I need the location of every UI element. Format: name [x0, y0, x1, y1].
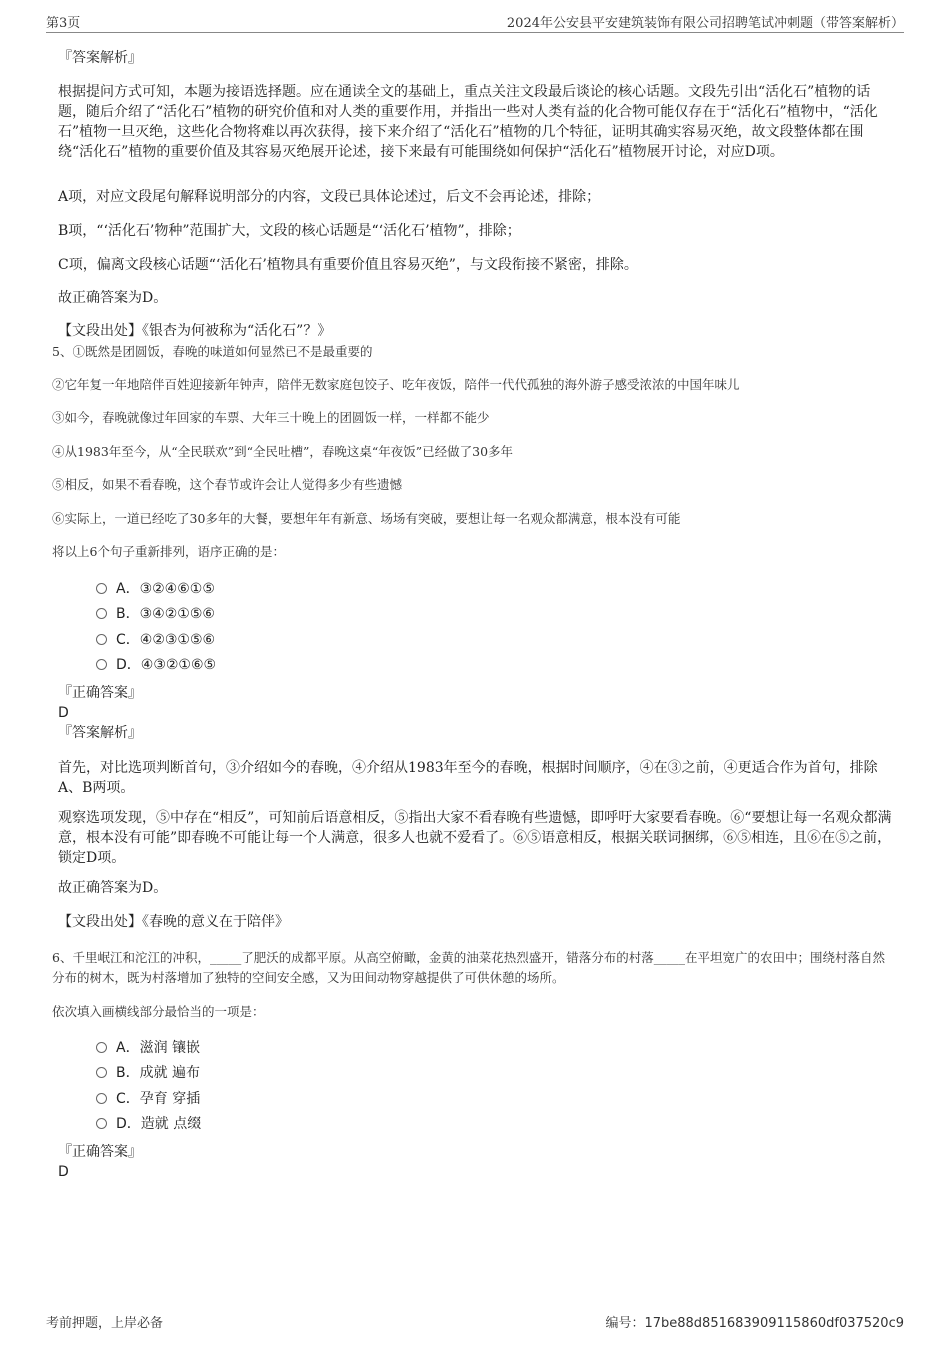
option-text: ④③②①⑥⑤ [140, 657, 217, 673]
page-header [46, 10, 904, 32]
option-text: ④②③①⑤⑥ [139, 632, 216, 648]
q5-answer-heading: 『正确答案』 [58, 685, 142, 701]
q5-answer: D [58, 705, 69, 721]
q5-sentence-3: ③如今，春晚就像过年回家的车票、大年三十晚上的团圆饭一样，一样都不能少 [52, 410, 490, 425]
option-text: ③②④⑥①⑤ [139, 581, 215, 597]
radio-icon[interactable] [96, 1118, 107, 1129]
q5-prompt: 将以上6个句子重新排列，语序正确的是： [52, 544, 285, 559]
radio-icon[interactable] [96, 634, 107, 645]
radio-icon[interactable] [96, 1067, 107, 1078]
radio-icon[interactable] [96, 608, 107, 619]
q6-stem-part-2: 了肥沃的成都平原。从高空俯瞰，金黄的油菜花热烈盛开，错落分布的村落 [241, 950, 654, 965]
q5-sentence-5: ⑤相反，如果不看春晚，这个春节或许会让人觉得多少有些遗憾 [52, 477, 403, 492]
q5-sentence-1: 5、①既然是团圆饭，春晚的味道如何显然已不是最重要的 [52, 344, 373, 359]
option-text: 孕育 穿插 [139, 1091, 201, 1107]
option-key: D． [116, 1116, 141, 1132]
option-key: C． [116, 1091, 140, 1107]
code-label: 编号： [605, 1316, 645, 1331]
page-number: 第3页 [46, 16, 81, 31]
q5-sentence-6: ⑥实际上，一道已经吃了30多年的大餐，要想年年有新意、场场有突破，要想让每一名观众都满意，根本没有可能 [52, 511, 681, 526]
page-footer [46, 1312, 904, 1332]
q6-option-b[interactable] [96, 1063, 200, 1083]
q4-analysis-paragraph-3: B项，“‘活化石’物种”范围扩大，文段的核心话题是“‘活化石’植物”，排除； [58, 223, 521, 239]
q5-sentence-4: ④从1983年至今，从“全民联欢”到“全民吐槽”，春晚这桌“年夜饭”已经做了30多年 [52, 444, 514, 459]
option-text: ③④②①⑤⑥ [139, 606, 215, 622]
q4-analysis-heading: 『答案解析』 [58, 50, 142, 66]
q6-prompt: 依次填入画横线部分最恰当的一项是： [52, 1004, 265, 1019]
q5-analysis-heading: 『答案解析』 [58, 725, 142, 741]
option-key: C． [116, 632, 140, 648]
radio-icon[interactable] [96, 1093, 107, 1104]
q4-analysis-paragraph-4: C项，偏离文段核心话题“‘活化石’植物具有重要价值且容易灭绝”，与文段衔接不紧密，排除。 [58, 257, 638, 273]
q5-source: 【文段出处】《春晚的意义在于陪伴》 [58, 914, 289, 930]
radio-icon[interactable] [96, 1042, 107, 1053]
document-code [605, 1312, 904, 1331]
q6-blank-1: _____ [209, 950, 242, 965]
q5-sentence-2: ②它年复一年地陪伴百姓迎接新年钟声，陪伴无数家庭包饺子、吃年夜饭，陪伴一代代孤独的海外游子感受浓浓的中国年味儿 [52, 377, 740, 392]
q5-option-a[interactable] [96, 579, 215, 599]
q6-stem-part-3: 在平坦宽广的农田中；围绕村落自然分布的树木，既为村落增加了独特的空间安全感，又为田间动物穿越提供了可供休憩的场所。 [52, 950, 885, 985]
option-text: 造就 点缀 [140, 1116, 202, 1132]
footer-slogan: 考前押题，上岸必备 [46, 1316, 164, 1331]
option-text: 滋润 镶嵌 [139, 1040, 201, 1056]
q4-analysis-paragraph-2: A项，对应文段尾句解释说明部分的内容，文段已具体论述过，后文不会再论述，排除； [58, 189, 601, 205]
q5-option-c[interactable] [96, 630, 215, 650]
option-text: 成就 遍布 [139, 1065, 201, 1081]
header-divider [46, 32, 904, 33]
q5-option-d[interactable] [96, 655, 216, 675]
option-key: B． [116, 1065, 140, 1081]
q6-stem-part-1: 6、千里岷江和沱江的冲积， [52, 950, 210, 965]
q6-option-a[interactable] [96, 1038, 200, 1058]
q6-option-c[interactable] [96, 1089, 200, 1109]
document-title: 2024年公安县平安建筑装饰有限公司招聘笔试冲刺题（带答案解析） [506, 16, 904, 31]
q5-analysis-conclusion: 故正确答案为D。 [58, 880, 168, 896]
option-key: D． [116, 657, 141, 673]
q6-answer: D [58, 1164, 69, 1180]
q4-analysis-conclusion: 故正确答案为D。 [58, 290, 168, 306]
q5-option-b[interactable] [96, 604, 215, 624]
radio-icon[interactable] [96, 583, 107, 594]
q5-analysis-paragraph-1: 首先，对比选项判断首句，③介绍如今的春晚，④介绍从1983年至今的春晚，根据时间顺序，④在③之前，④更适合作为首句，排除A、B两项。 [58, 760, 878, 796]
q6-option-d[interactable] [96, 1114, 201, 1134]
radio-icon[interactable] [96, 659, 107, 670]
q5-analysis-paragraph-2: 观察选项发现，⑤中存在“相反”，可知前后语意相反，⑤指出大家不看春晚有些遗憾，即呼吁大家要看春晚。⑥“要想让每一名观众都满意，根本没有可能”即春晚不可能让每一个人满意，很多人也就不爱看了。⑥⑤语意相反，根据关联词捆绑，⑥⑤相连，且⑥在⑤之前，锁定D项。 [58, 810, 892, 866]
option-key: A． [116, 581, 140, 597]
option-key: A． [116, 1040, 140, 1056]
code-value: 17be88d851683909115860df037520c9 [644, 1316, 904, 1331]
option-key: B． [116, 606, 140, 622]
q6-answer-heading: 『正确答案』 [58, 1144, 142, 1160]
q6-blank-2: _____ [653, 950, 685, 965]
q4-source: 【文段出处】《银杏为何被称为“活化石”？》 [58, 323, 332, 339]
q4-analysis-paragraph-1: 根据提问方式可知，本题为接语选择题。应在通读全文的基础上，重点关注文段最后谈论的核心话题。文段先引出“活化石”植物的话题，随后介绍了“活化石”植物的研究价值和对人类的重要作用，并指出一些对人类有益的化合物可能仅存在于“活化石”植物中，“活化石”植物一旦灭绝，这些化合物将难以再次获得，接下来介绍了“活化石”植物的几个特征，证明其确实容易灭绝，故文段整体都在围绕“活化石”植物的重要价值及其容易灭绝展开论述，接下来最有可能围绕如何保护“活化石”植物展开讨论，对应D项。 [58, 84, 878, 160]
q6-stem [52, 948, 896, 988]
